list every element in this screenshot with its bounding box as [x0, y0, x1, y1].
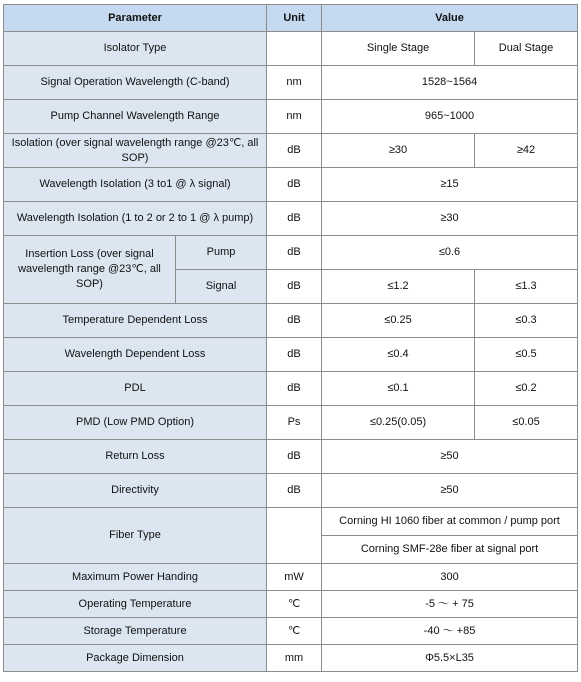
table-row-pmd: [4, 406, 578, 440]
value-dual: Dual Stage: [475, 32, 578, 66]
param-label: Fiber Type: [4, 508, 267, 564]
table-row-package: [4, 645, 578, 672]
unit-cell: [267, 508, 322, 564]
value-cell: Φ5.5×L35: [322, 645, 578, 672]
table-row-max-power: [4, 564, 578, 591]
param-label: Temperature Dependent Loss: [4, 304, 267, 338]
param-sublabel: Pump: [176, 236, 267, 270]
param-sublabel: Signal: [176, 270, 267, 304]
table-row-fiber-type-1: [4, 508, 578, 536]
unit-cell: ℃: [267, 618, 322, 645]
value-dual: ≤0.05: [475, 406, 578, 440]
table-row-tdl: [4, 304, 578, 338]
value-cell: 1528~1564: [322, 66, 578, 100]
param-label: Signal Operation Wavelength (C-band): [4, 66, 267, 100]
value-cell: ≥30: [322, 202, 578, 236]
param-label: Maximum Power Handing: [4, 564, 267, 591]
unit-cell: dB: [267, 134, 322, 168]
unit-cell: dB: [267, 474, 322, 508]
table-row-insertion-loss-pump: [4, 236, 578, 270]
spec-table: [3, 4, 578, 672]
table-row-isolator-type: [4, 32, 578, 66]
value-cell: -40 ～ +85: [322, 618, 578, 645]
value-single: ≤1.2: [322, 270, 475, 304]
param-label: Wavelength Dependent Loss: [4, 338, 267, 372]
table-row-wl-isolation-3to1: [4, 168, 578, 202]
value-dual: ≥42: [475, 134, 578, 168]
unit-cell: Ps: [267, 406, 322, 440]
unit-cell: [267, 32, 322, 66]
table-row-directivity: [4, 474, 578, 508]
value-single: ≤0.4: [322, 338, 475, 372]
header-value: Value: [322, 5, 578, 32]
param-label: Isolator Type: [4, 32, 267, 66]
table-row-signal-wavelength: [4, 66, 578, 100]
value-dual: ≤0.5: [475, 338, 578, 372]
param-label: PDL: [4, 372, 267, 406]
value-single: ≤0.25(0.05): [322, 406, 475, 440]
value-cell: 300: [322, 564, 578, 591]
unit-cell: nm: [267, 100, 322, 134]
unit-cell: dB: [267, 236, 322, 270]
unit-cell: ℃: [267, 591, 322, 618]
param-label: PMD (Low PMD Option): [4, 406, 267, 440]
value-single: Single Stage: [322, 32, 475, 66]
unit-cell: mm: [267, 645, 322, 672]
unit-cell: dB: [267, 372, 322, 406]
value-dual: ≤1.3: [475, 270, 578, 304]
value-cell: Corning SMF-28e fiber at signal port: [322, 536, 578, 564]
value-dual: ≤0.2: [475, 372, 578, 406]
value-cell: -5 ～ + 75: [322, 591, 578, 618]
param-label: Package Dimension: [4, 645, 267, 672]
value-single: ≤0.1: [322, 372, 475, 406]
table-row-pdl: [4, 372, 578, 406]
value-cell: ≤0.6: [322, 236, 578, 270]
value-cell: 965~1000: [322, 100, 578, 134]
header-row: [4, 5, 578, 32]
table-row-isolation: [4, 134, 578, 168]
unit-cell: nm: [267, 66, 322, 100]
header-unit: Unit: [267, 5, 322, 32]
param-label: Pump Channel Wavelength Range: [4, 100, 267, 134]
value-single: ≤0.25: [322, 304, 475, 338]
value-cell: Corning HI 1060 fiber at common / pump port: [322, 508, 578, 536]
table-row-wdl: [4, 338, 578, 372]
table-row-storage-temp: [4, 618, 578, 645]
header-parameter: Parameter: [4, 5, 267, 32]
value-dual: ≤0.3: [475, 304, 578, 338]
param-label: Operating Temperature: [4, 591, 267, 618]
value-single: ≥30: [322, 134, 475, 168]
table-row-wl-isolation-1to2: [4, 202, 578, 236]
param-label: Isolation (over signal wavelength range @23℃, all SOP): [4, 134, 267, 168]
param-label: Wavelength Isolation (3 to1 @ λ signal): [4, 168, 267, 202]
table-row-pump-wavelength: [4, 100, 578, 134]
table-row-return-loss: [4, 440, 578, 474]
unit-cell: dB: [267, 270, 322, 304]
param-label: Directivity: [4, 474, 267, 508]
param-label: Storage Temperature: [4, 618, 267, 645]
value-cell: ≥15: [322, 168, 578, 202]
unit-cell: dB: [267, 168, 322, 202]
unit-cell: dB: [267, 304, 322, 338]
unit-cell: dB: [267, 440, 322, 474]
value-cell: ≥50: [322, 474, 578, 508]
param-label: Return Loss: [4, 440, 267, 474]
table-row-op-temp: [4, 591, 578, 618]
param-label: Insertion Loss (over signal wavelength range @23℃, all SOP): [4, 236, 176, 304]
value-cell: ≥50: [322, 440, 578, 474]
param-label: Wavelength Isolation (1 to 2 or 2 to 1 @ λ pump): [4, 202, 267, 236]
unit-cell: dB: [267, 338, 322, 372]
unit-cell: dB: [267, 202, 322, 236]
unit-cell: mW: [267, 564, 322, 591]
